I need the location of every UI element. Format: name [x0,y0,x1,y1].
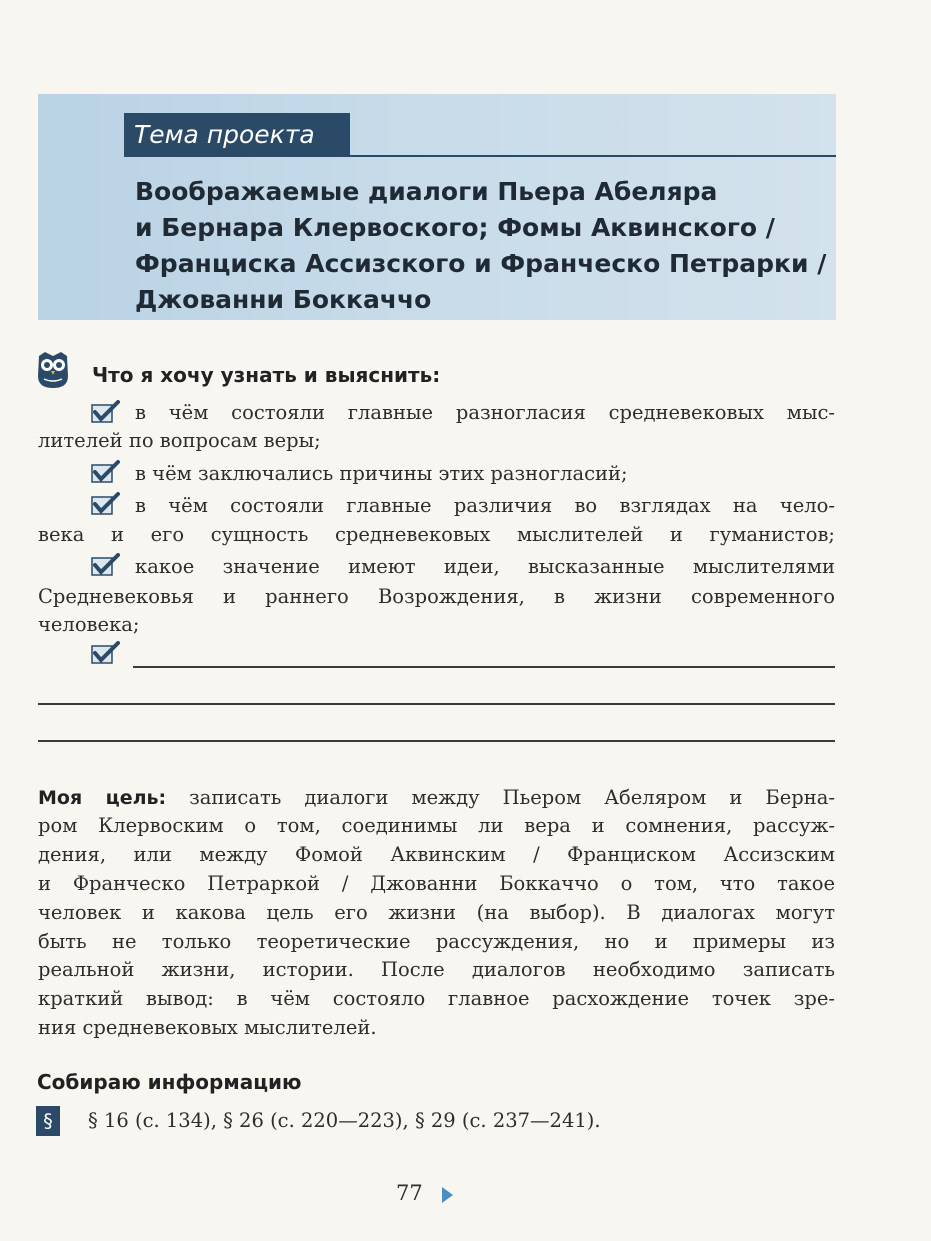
goal-line [38,783,835,813]
question-line: в чём заключались причины этих разногласий; [135,462,628,485]
question-line: века и его сущность средневековых мыслителей и гуманистов; [38,523,835,546]
question-line: в чём состояли главные различия во взглядах на чело- [135,494,835,517]
goal-label: Моя цель: [38,787,167,809]
answer-blank-line [133,666,835,668]
goal-line: и Франческо Петраркой / Джованни Боккаччо о том, что такое [38,872,835,895]
next-page-arrow-icon [440,1186,454,1204]
project-topic-label: Тема проекта [124,113,350,157]
goal-line: краткий вывод: в чём состояло главное расхождение точек зре- [38,987,835,1010]
questions-heading: Что я хочу узнать и выяснить: [92,363,441,387]
project-title-line: Франциска Ассизского и Франческо Петрарки / [135,249,827,278]
question-line: лителей по вопросам веры; [38,429,321,452]
checkbox-icon [90,492,120,516]
topic-underline [350,155,836,157]
goal-text: записать диалоги между Пьером Абеляром и Берна- [189,786,835,809]
goal-line: ром Клервоским о том, соединимы ли вера и сомнения, рассуж- [38,814,835,837]
goal-line: ния средневековых мыслителей. [38,1016,377,1039]
answer-blank-line [38,740,835,742]
project-title-line: Джованни Боккаччо [135,285,432,314]
checkbox-icon [90,460,120,484]
project-title [135,174,835,318]
checkbox-icon [90,553,120,577]
page-number: 77 [396,1181,423,1205]
checkbox-icon [90,400,120,424]
project-title-line: и Бернара Клервоского; Фомы Аквинского / [135,213,775,242]
sources-text: § 16 (с. 134), § 26 (с. 220—223), § 29 (с. 237—241). [88,1109,601,1132]
checkbox-icon [90,641,120,665]
paragraph-icon: § [36,1106,60,1136]
owl-icon [35,350,71,390]
goal-line: человек и какова цель его жизни (на выбор). В диалогах могут [38,901,835,924]
question-line: в чём состояли главные разногласия средневековых мыс- [135,401,835,424]
goal-line: быть не только теоретические рассуждения, но и примеры из [38,930,835,953]
sources-heading: Собираю информацию [37,1070,302,1094]
answer-blank-line [38,703,835,705]
goal-line: реальной жизни, истории. После диалогов необходимо записать [38,958,835,981]
question-line: какое значение имеют идеи, высказанные мыслителями [135,555,835,578]
question-line: человека; [38,613,140,636]
project-title-line: Воображаемые диалоги Пьера Абеляра [135,177,718,206]
question-line: Средневековья и раннего Возрождения, в жизни современного [38,585,835,608]
goal-line: дения, или между Фомой Аквинским / Франциском Ассизским [38,843,835,866]
